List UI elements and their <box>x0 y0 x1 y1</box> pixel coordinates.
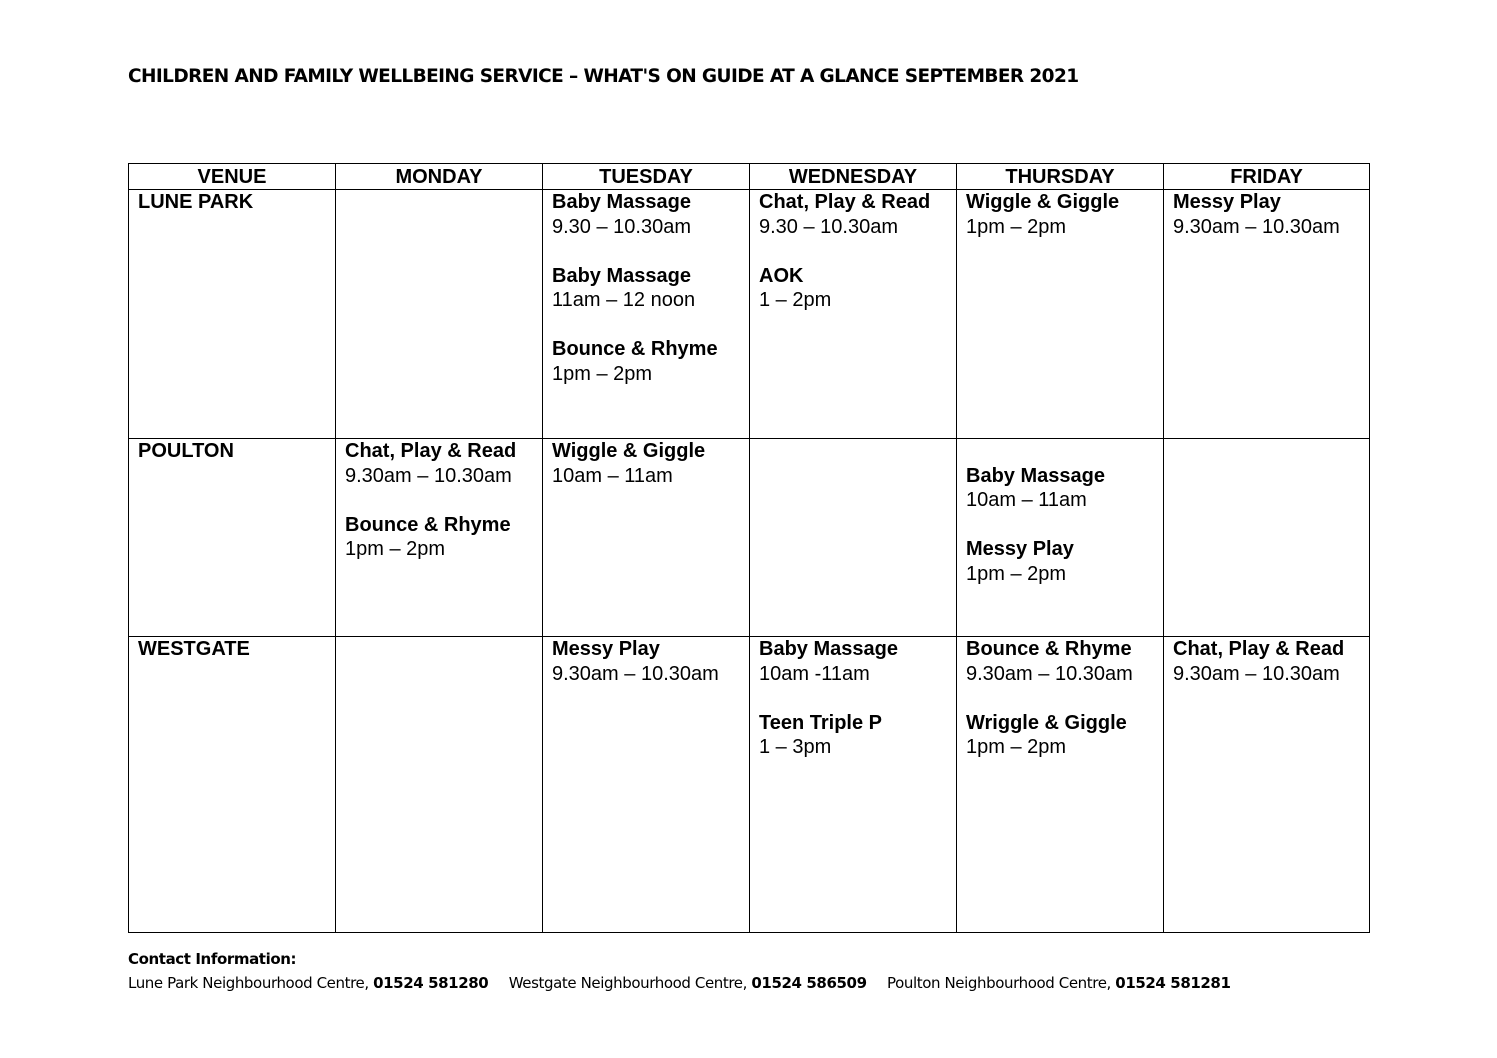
event <box>1173 190 1369 239</box>
thursday-cell <box>957 637 1164 933</box>
venue-cell <box>129 637 336 933</box>
event <box>552 264 749 313</box>
event-name: Wiggle & Giggle <box>966 191 1120 213</box>
header-thursday: THURSDAY <box>957 164 1164 190</box>
page-title: CHILDREN AND FAMILY WELLBEING SERVICE – WHAT'S ON GUIDE AT A GLANCE SEPTEMBER 2021 <box>128 66 1079 87</box>
event <box>759 711 956 760</box>
event-name: Chat, Play & Read <box>759 191 931 213</box>
event-time: 9.30 – 10.30am <box>759 215 898 238</box>
event <box>552 337 749 386</box>
contact-phone: 01524 581281 <box>1115 974 1231 992</box>
thursday-cell <box>957 439 1164 637</box>
monday-cell <box>336 439 543 637</box>
table-row-westgate <box>129 637 1370 933</box>
event <box>345 439 542 488</box>
event-name: Wriggle & Giggle <box>966 711 1127 734</box>
friday-cell <box>1164 439 1370 637</box>
event-time: 10am – 11am <box>552 464 673 487</box>
event <box>552 190 749 239</box>
header-monday: MONDAY <box>336 164 543 190</box>
event <box>966 537 1163 586</box>
event <box>552 637 749 686</box>
event <box>966 464 1163 513</box>
contact-heading: Contact Information: <box>128 950 297 968</box>
event-name: AOK <box>759 264 804 287</box>
tuesday-cell <box>543 439 750 637</box>
venue-cell <box>129 190 336 439</box>
event <box>552 439 749 488</box>
event-time: 1pm – 2pm <box>966 215 1067 238</box>
monday-cell <box>336 637 543 933</box>
header-friday: FRIDAY <box>1164 164 1370 190</box>
event-name: Wiggle & Giggle <box>552 440 706 462</box>
venue-name: LUNE PARK <box>138 191 254 213</box>
event-name: Messy Play <box>552 638 660 660</box>
contact-label: Westgate Neighbourhood Centre, <box>508 974 752 992</box>
event <box>966 711 1163 760</box>
wednesday-cell <box>750 439 957 637</box>
event-name: Baby Massage <box>966 464 1105 487</box>
event-time: 1pm – 2pm <box>552 362 653 385</box>
contact-label: Lune Park Neighbourhood Centre, <box>128 974 374 992</box>
event-time: 9.30am – 10.30am <box>552 662 719 685</box>
tuesday-cell <box>543 190 750 439</box>
event-name: Chat, Play & Read <box>345 440 517 462</box>
event <box>1173 637 1369 686</box>
header-row <box>129 164 1370 190</box>
wednesday-cell <box>750 190 957 439</box>
event-time: 11am – 12 noon <box>552 289 696 311</box>
event <box>345 513 542 562</box>
event-name: Chat, Play & Read <box>1173 638 1345 660</box>
schedule-table <box>128 163 1370 933</box>
table-row-poulton <box>129 439 1370 637</box>
event-name: Bounce & Rhyme <box>345 513 511 536</box>
contact-information <box>128 947 1247 995</box>
venue-name: WESTGATE <box>138 638 250 660</box>
venue-name: POULTON <box>138 440 234 462</box>
event-time: 1 – 2pm <box>759 289 832 311</box>
event <box>759 637 956 686</box>
event <box>759 190 956 239</box>
event <box>759 264 956 313</box>
event-time: 9.30 – 10.30am <box>552 215 691 238</box>
event-time: 1 – 3pm <box>759 736 832 758</box>
header-wednesday: WEDNESDAY <box>750 164 957 190</box>
table-row-lune-park <box>129 190 1370 439</box>
thursday-cell <box>957 190 1164 439</box>
event-time: 1pm – 2pm <box>345 538 446 560</box>
header-tuesday: TUESDAY <box>543 164 750 190</box>
event-time: 9.30am – 10.30am <box>966 662 1133 685</box>
wednesday-cell <box>750 637 957 933</box>
event-name: Bounce & Rhyme <box>552 338 718 360</box>
event-time: 1pm – 2pm <box>966 562 1067 585</box>
event <box>966 637 1163 686</box>
contact-phone: 01524 586509 <box>751 974 867 992</box>
friday-cell <box>1164 190 1370 439</box>
contact-phone: 01524 581280 <box>373 974 489 992</box>
friday-cell <box>1164 637 1370 933</box>
event-time: 9.30am – 10.30am <box>1173 662 1340 685</box>
event-time: 9.30am – 10.30am <box>345 464 512 487</box>
contact-list <box>128 971 1247 995</box>
contact-item-westgate <box>509 974 867 992</box>
event <box>966 190 1163 239</box>
event-time: 9.30am – 10.30am <box>1173 215 1340 238</box>
event-name: Messy Play <box>966 538 1074 560</box>
event-name: Baby Massage <box>759 638 898 660</box>
event-name: Baby Massage <box>552 191 691 213</box>
contact-label: Poulton Neighbourhood Centre, <box>886 974 1116 992</box>
event-time: 10am -11am <box>759 662 870 685</box>
event-name: Baby Massage <box>552 264 691 287</box>
event-time: 1pm – 2pm <box>966 736 1067 758</box>
event-name: Bounce & Rhyme <box>966 638 1132 660</box>
event-name: Teen Triple P <box>759 711 882 734</box>
monday-cell <box>336 190 543 439</box>
tuesday-cell <box>543 637 750 933</box>
event-name: Messy Play <box>1173 191 1281 213</box>
contact-item-lune-park <box>128 974 488 992</box>
venue-cell <box>129 439 336 637</box>
contact-item-poulton <box>887 974 1231 992</box>
header-venue: VENUE <box>129 164 336 190</box>
event-time: 10am – 11am <box>966 489 1087 511</box>
